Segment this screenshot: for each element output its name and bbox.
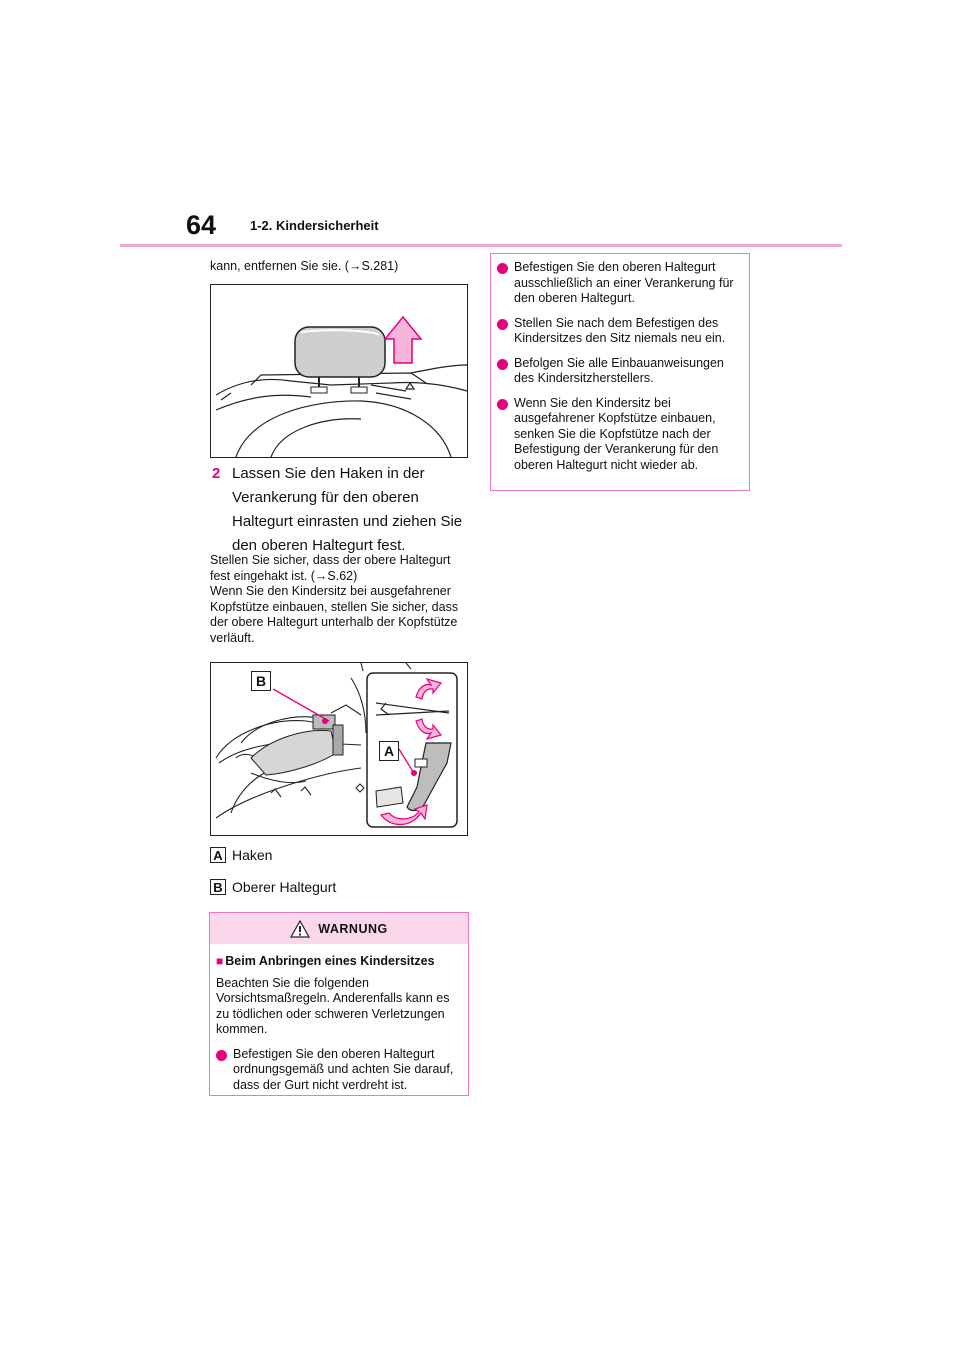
tether-illustration: [210, 662, 468, 836]
headrest-drawing: [211, 285, 467, 457]
legend-label-b: Oberer Haltegurt: [232, 879, 337, 895]
warning-triangle-icon: [290, 920, 310, 938]
warning-body: [210, 944, 468, 1093]
continued-bullet: [497, 316, 743, 347]
continued-bullet-text: Stellen Sie nach dem Befestigen des Kindersitzes den Sitz niemals neu ein.: [514, 315, 726, 345]
step-number: 2: [212, 465, 221, 482]
continued-bullet-text: Befolgen Sie alle Einbauanweisungen des Kindersitzherstellers.: [514, 355, 724, 385]
legend-item-a: [210, 847, 272, 863]
warning-intro: Beachten Sie die folgenden Vorsichtsmaßregeln. Anderenfalls kann es zu tödlichen oder schweren Verletzungen kommen.: [216, 975, 450, 1036]
warning-title: WARNUNG: [318, 921, 388, 936]
step-2: [212, 462, 474, 558]
continued-bullet: [497, 396, 743, 474]
section-title: 1-2. Kindersicherheit: [250, 218, 379, 233]
headrest-illustration: [210, 284, 468, 458]
warning-heading-row: [216, 954, 462, 970]
warning-heading: Beim Anbringen eines Kindersitzes: [225, 954, 435, 968]
bullet-dot-icon: [497, 319, 508, 330]
continued-bullet: [497, 260, 743, 307]
note-line-1: Stellen Sie sicher, dass der obere Haltegurt fest eingehakt ist. (→S.62): [210, 553, 451, 583]
bullet-dot-icon: [497, 263, 508, 274]
note-line-2: Wenn Sie den Kindersitz bei ausgefahrener Kopfstütze einbauen, stellen Sie sicher, dass der obere Haltegurt unterhalb der Kopfstütze verläuft.: [210, 584, 459, 645]
bullet-dot-icon: [497, 399, 508, 410]
step-text: Lassen Sie den Haken in der Verankerung für den oberen Haltegurt einrasten und ziehen Sie den oberen Haltegurt fest.: [232, 465, 463, 554]
warning-bullet: [216, 1047, 462, 1094]
warning-bullet-text: Befestigen Sie den oberen Haltegurt ordnungsgemäß und achten Sie darauf, dass der Gurt nicht verdreht ist.: [233, 1046, 454, 1092]
page-number: 64: [186, 210, 217, 240]
bullet-dot-icon: [497, 359, 508, 370]
warning-header: [210, 913, 468, 944]
tether-drawing: [211, 663, 467, 835]
header-rule: [120, 244, 842, 247]
legend-label-a: Haken: [232, 847, 273, 863]
legend-key-a: A: [210, 847, 226, 863]
legend-key-b: B: [210, 879, 226, 895]
figure-label-b: B: [251, 671, 271, 691]
bullet-dot-icon: [216, 1050, 227, 1061]
continued-warning-box: [490, 253, 750, 491]
square-bullet-icon: ■: [216, 954, 224, 968]
continued-bullet: [497, 356, 743, 387]
continued-bullet-text: Befestigen Sie den oberen Haltegurt ausschließlich an einer Verankerung für den oberen Haltegurt.: [514, 260, 734, 305]
continued-bullet-text: Wenn Sie den Kindersitz bei ausgefahrener Kopfstütze einbauen, senken Sie die Kopfstütze nach der Befestigung der Verankerung für den oberen Haltegurt nicht wieder ab.: [514, 395, 719, 472]
figure-label-a: A: [379, 741, 399, 761]
step-note: [210, 553, 472, 646]
legend-item-b: [210, 879, 336, 895]
warning-box: [209, 912, 469, 1096]
intro-text: kann, entfernen Sie sie. (→S.281): [210, 259, 399, 273]
